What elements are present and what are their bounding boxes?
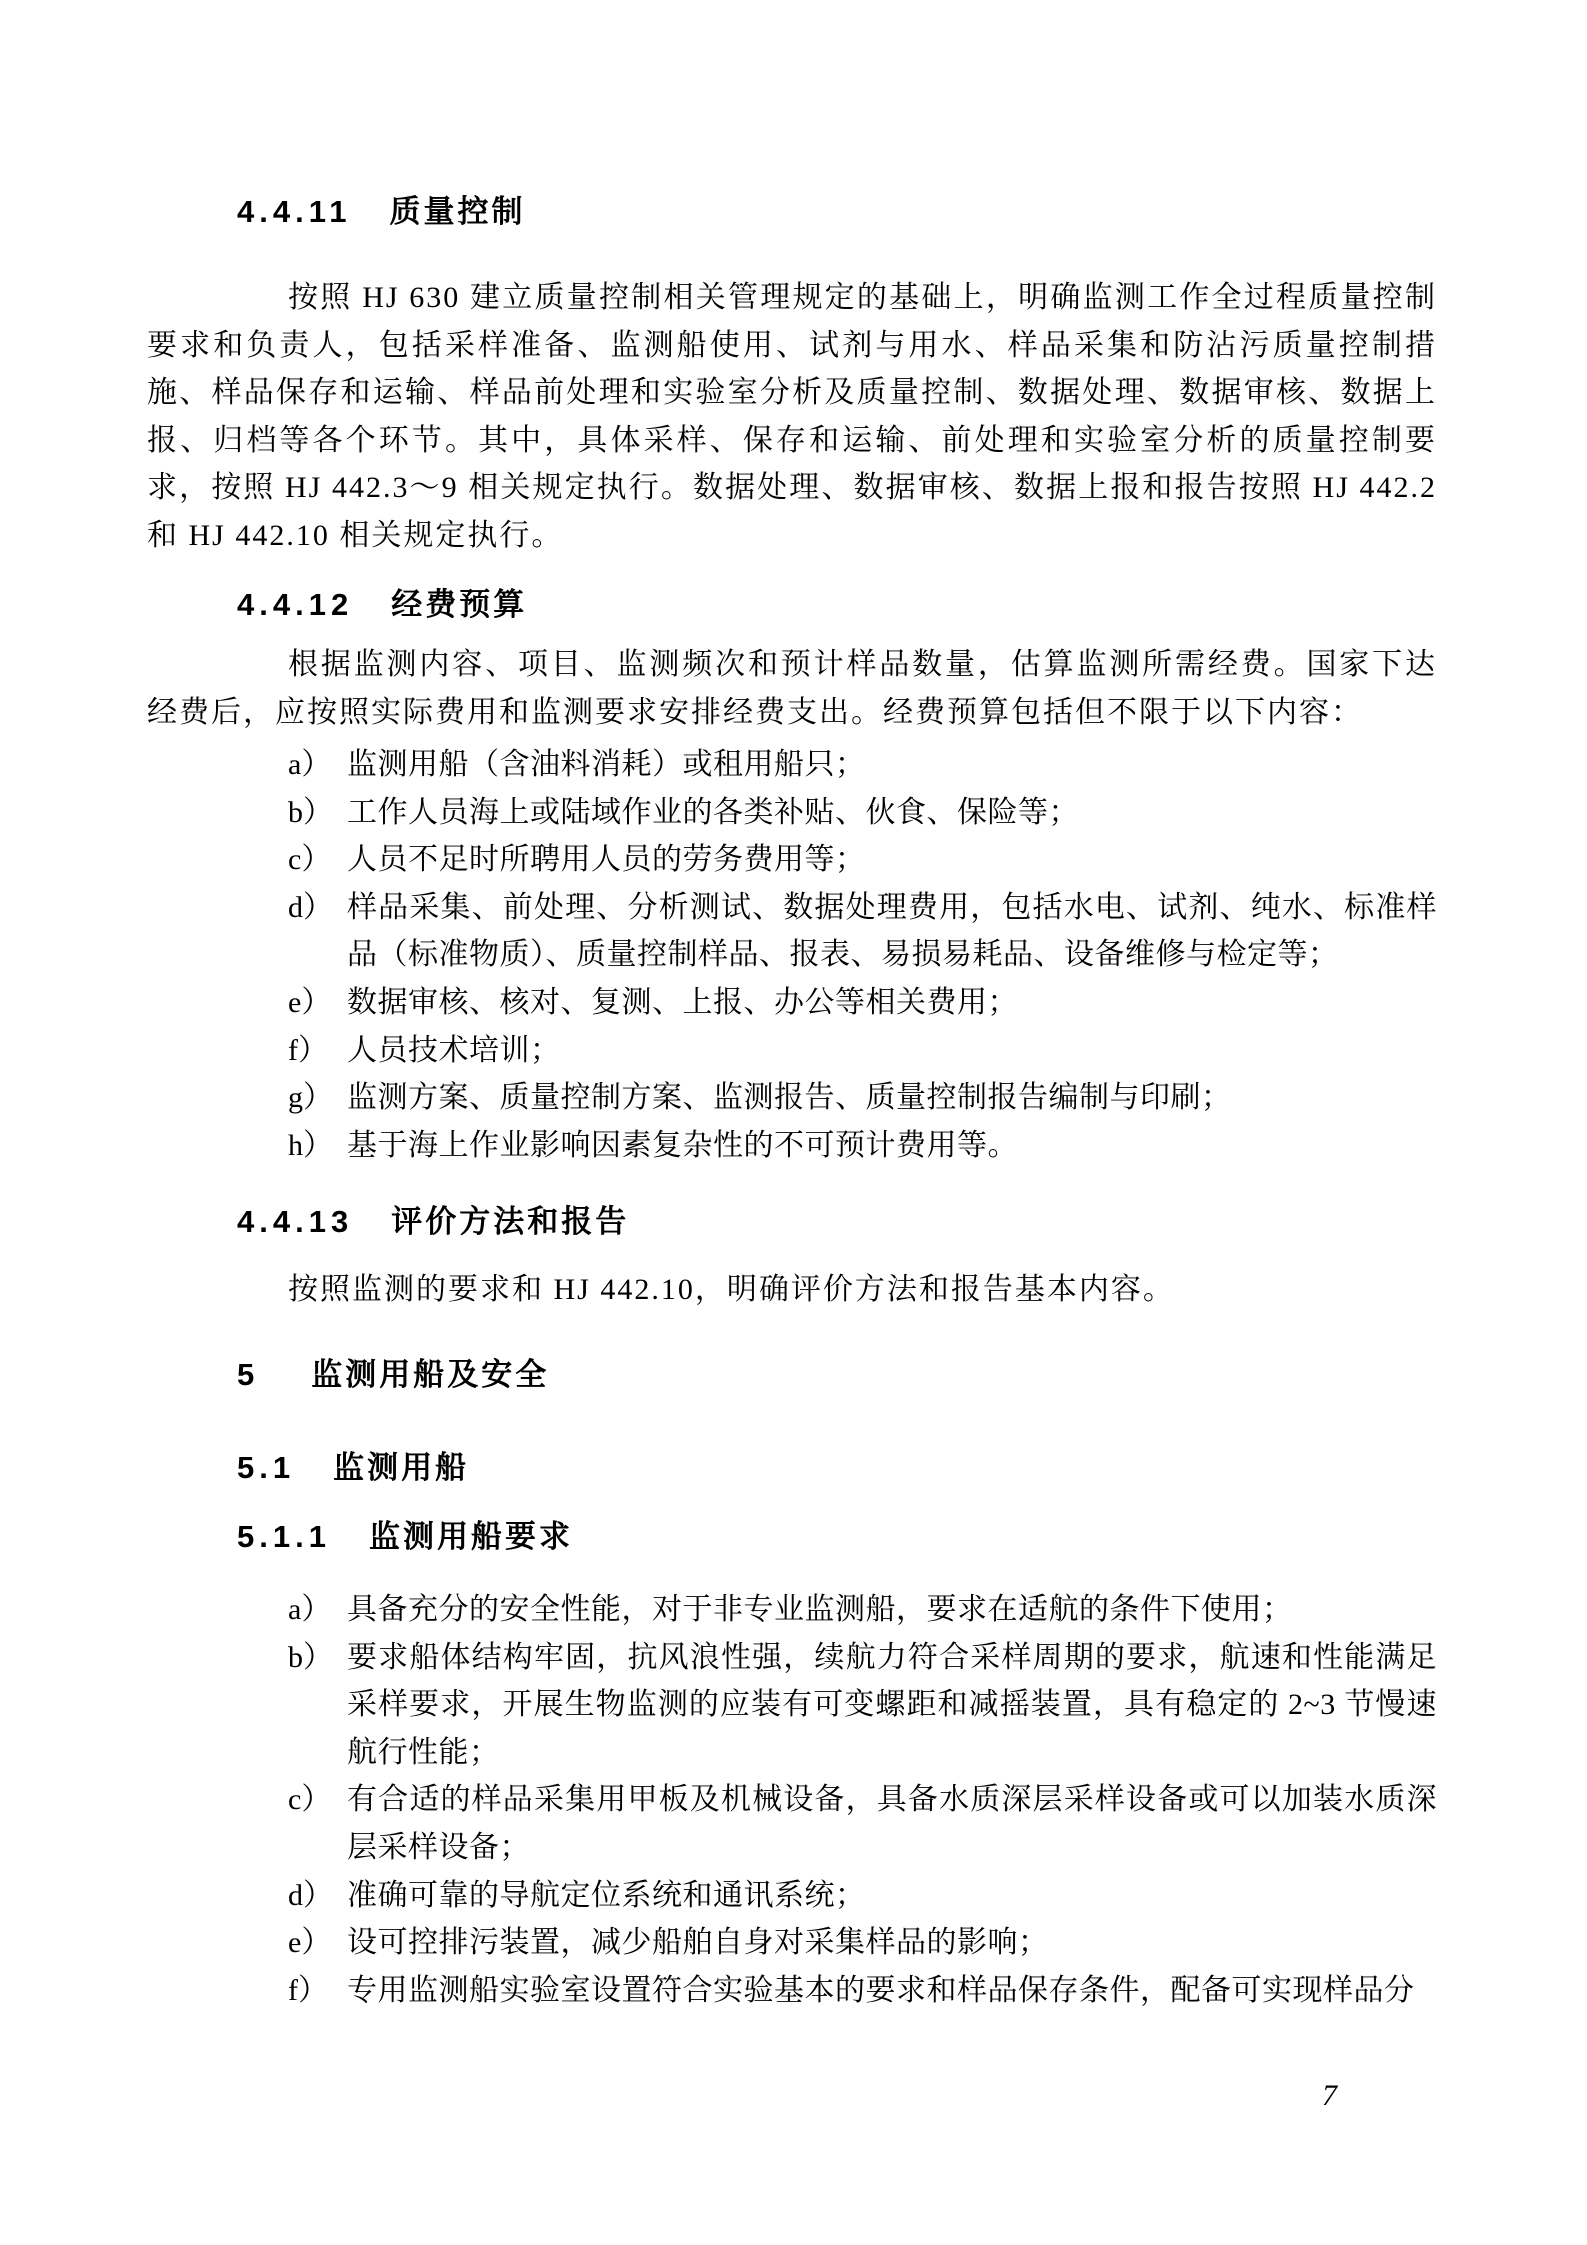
list-item <box>147 884 1437 979</box>
heading-title: 监测用船 <box>333 1450 470 1485</box>
list-text: 样品采集、前处理、分析测试、数据处理费用，包括水电、试剂、纯水、标准样品（标准物质）、质量控制样品、报表、易损易耗品、设备维修与检定等； <box>347 890 1437 972</box>
list-marker: h） <box>288 1128 333 1162</box>
list-item <box>147 1967 1437 2015</box>
list-marker: c） <box>288 843 332 877</box>
list-text: 要求船体结构牢固，抗风浪性强，续航力符合采样周期的要求，航速和性能满足采样要求，开展生物监测的应装有可变螺距和减摇装置，具有稳定的 2~3 节慢速航行性能； <box>347 1640 1437 1769</box>
list-marker: g） <box>288 1081 333 1115</box>
list-marker: e） <box>288 985 332 1019</box>
heading-4-4-11 <box>237 188 525 236</box>
list-text: 基于海上作业影响因素复杂性的不可预计费用等。 <box>347 1128 1018 1162</box>
list-text: 人员技术培训； <box>347 1033 561 1067</box>
list-item <box>147 1872 1437 1920</box>
list-marker: a） <box>288 748 332 781</box>
heading-5-1-1 <box>237 1513 573 1561</box>
list-item <box>147 1074 1437 1122</box>
heading-number: 4.4.13 <box>237 1204 354 1239</box>
heading-title: 质量控制 <box>389 194 526 229</box>
list-text: 数据审核、核对、复测、上报、办公等相关费用； <box>347 985 1018 1019</box>
heading-4-4-12 <box>237 581 527 629</box>
heading-title: 监测用船要求 <box>368 1519 573 1554</box>
list-marker: f） <box>288 1033 328 1067</box>
list-marker: d） <box>288 1878 333 1912</box>
heading-title: 监测用船及安全 <box>311 1357 550 1392</box>
budget-list <box>147 741 1437 1169</box>
list-marker: b） <box>288 1640 333 1674</box>
heading-number: 5.1 <box>237 1450 296 1485</box>
list-text: 有合适的样品采集用甲板及机械设备，具备水质深层采样设备或可以加装水质深层采样设备； <box>347 1783 1437 1864</box>
list-marker: f） <box>288 1973 328 2007</box>
ship-requirements-list <box>147 1586 1437 2014</box>
paragraph-quality-control: 按照 HJ 630 建立质量控制相关管理规定的基础上，明确监测工作全过程质量控制要求和负责人，包括采样准备、监测船使用、试剂与用水、样品采集和防沾污质量控制措施、样品保存和运输、样品前处理和实验室分析及质量控制、数据处理、数据审核、数据上报、归档等各个环节。其中，具体采样、保存和运输、前处理和实验室分析的质量控制要求，按照 HJ 442.3～9 相关规定执行。数据处理、数据审核、数据上报和报告按照 HJ 442.2 和 HJ 442.10 相关规定执行。 <box>147 281 1437 552</box>
list-text: 设可控排污装置，减少船舶自身对采集样品的影响； <box>347 1926 1049 1960</box>
heading-4-4-13 <box>237 1198 629 1246</box>
list-item <box>147 979 1437 1027</box>
list-text: 具备充分的安全性能，对于非专业监测船，要求在适航的条件下使用； <box>347 1593 1293 1626</box>
list-item <box>147 1919 1437 1967</box>
list-text: 工作人员海上或陆域作业的各类补贴、伙食、保险等； <box>347 795 1079 829</box>
list-text: 准确可靠的导航定位系统和通讯系统； <box>347 1878 866 1912</box>
list-item <box>147 1776 1437 1871</box>
list-item <box>147 1122 1437 1170</box>
list-text: 专用监测船实验室设置符合实验基本的要求和样品保存条件，配备可实现样品分 <box>347 1973 1415 2007</box>
list-text: 人员不足时所聘用人员的劳务费用等； <box>347 843 866 877</box>
paragraph-evaluation: 按照监测的要求和 HJ 442.10，明确评价方法和报告基本内容。 <box>288 1273 1175 1306</box>
list-text: 监测方案、质量控制方案、监测报告、质量控制报告编制与印刷； <box>347 1081 1232 1115</box>
heading-number: 4.4.11 <box>237 194 352 229</box>
heading-number: 5 <box>237 1357 260 1392</box>
list-item <box>147 789 1437 837</box>
list-marker: a） <box>288 1593 332 1626</box>
heading-number: 5.1.1 <box>237 1519 331 1554</box>
list-marker: c） <box>288 1783 332 1817</box>
heading-5 <box>237 1351 549 1399</box>
list-marker: d） <box>288 890 333 924</box>
list-item <box>147 1586 1437 1634</box>
paragraph-budget: 根据监测内容、项目、监测频次和预计样品数量，估算监测所需经费。国家下达经费后，应按照实际费用和监测要求安排经费支出。经费预算包括但不限于以下内容： <box>147 648 1437 729</box>
list-marker: e） <box>288 1926 332 1960</box>
heading-title: 经费预算 <box>391 587 528 622</box>
heading-5-1 <box>237 1444 469 1492</box>
list-item <box>147 741 1437 789</box>
list-item <box>147 1634 1437 1777</box>
list-text: 监测用船（含油料消耗）或租用船只； <box>347 748 866 781</box>
list-item <box>147 1027 1437 1075</box>
list-item <box>147 836 1437 884</box>
page-number: 7 <box>1322 2079 1337 2112</box>
list-marker: b） <box>288 795 333 829</box>
heading-title: 评价方法和报告 <box>391 1204 630 1239</box>
heading-number: 4.4.12 <box>237 587 354 622</box>
